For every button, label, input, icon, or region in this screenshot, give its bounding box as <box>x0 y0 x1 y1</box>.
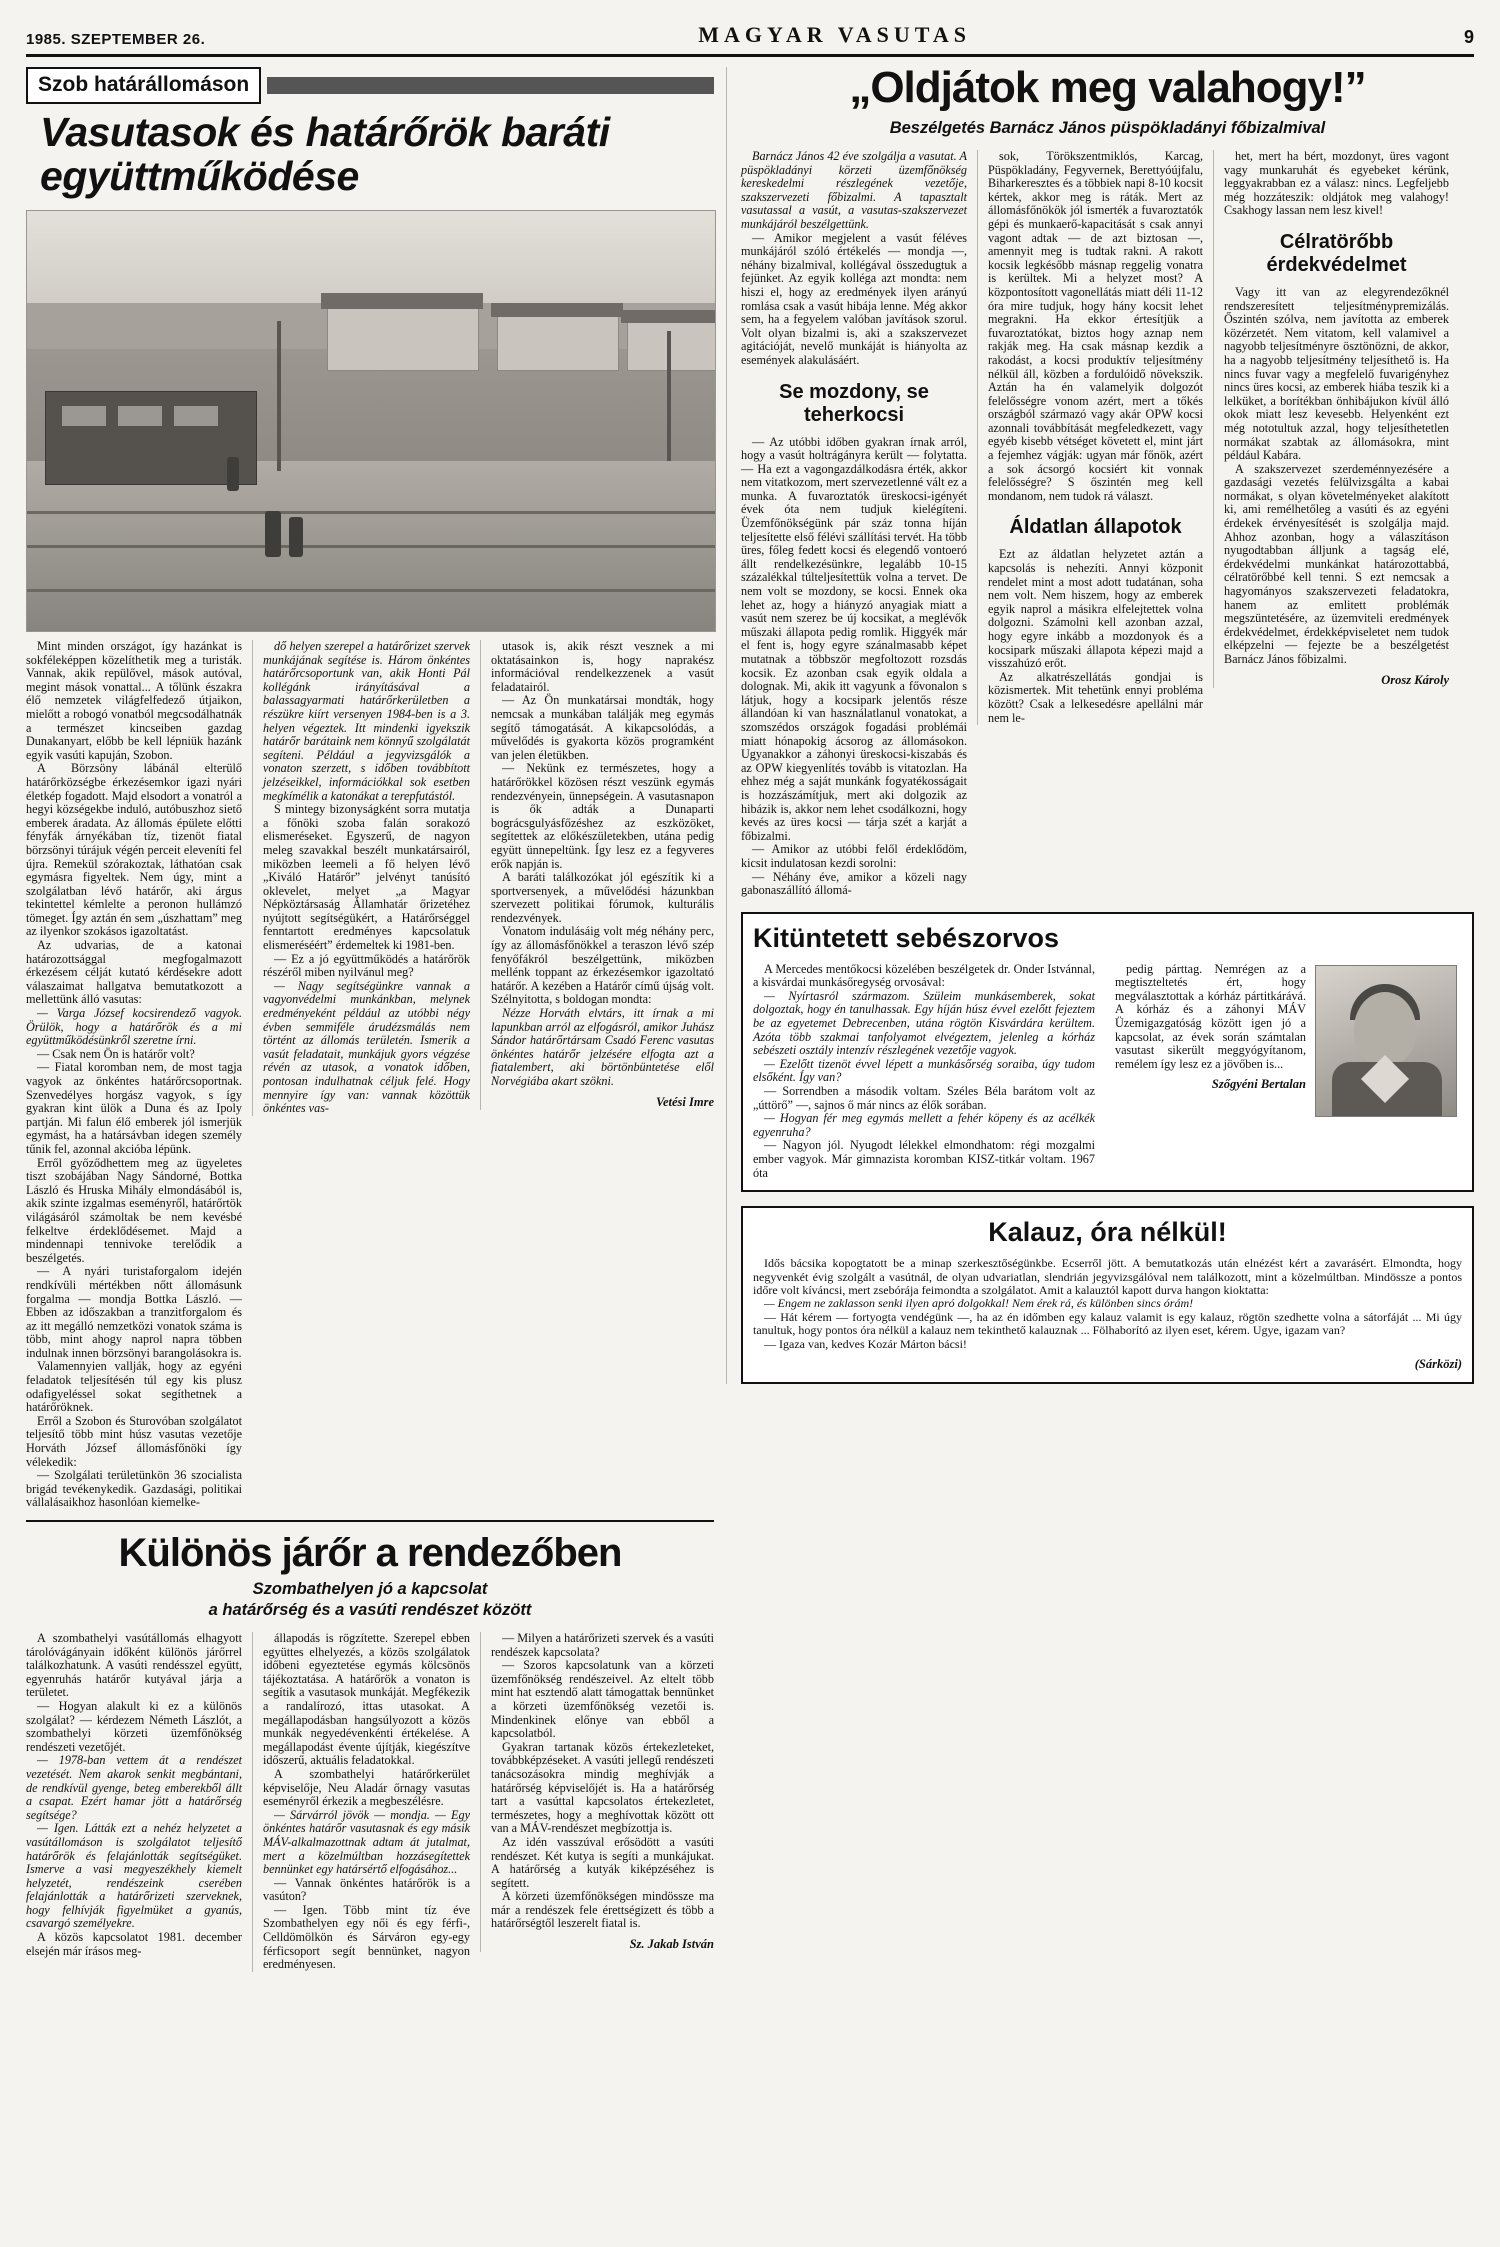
right-half <box>726 63 1474 1384</box>
article2-col1 <box>741 150 977 898</box>
article2-section-1: Se mozdony, se teherkocsi <box>779 380 929 426</box>
paragraph: — Hát kérem — fortyogta vendégünk —, ha az én időmben egy kalauz valamit is egy kalauz, rögtön szedhette volna a sátorfáját ... Mi úgy tanultuk, hogy pontos óra nélkül a kalauz nem tekinthető kalauznak ... Fölhaborító az ilyen eset, kérem. Ugye, igazam van? <box>753 1309 1462 1338</box>
paragraph: — Igen. Látták ezt a nehéz helyzetet a vasútállomáson is szolgálatot teljesítő határőrök és felajánlották segítségüket. Ismerve a vasi megyeszékhely kiemelt helyzetét, rendészeink cserében felajánlották a határőrizeti szerveknek, hogy felhívják figyelmüket a gyanús, csavargó személyekre. <box>26 1821 242 1931</box>
paragraph: Az udvarias, de a katonai határozottsággal megfogalmazott érkezésem célját kutató kérdésekre adott válaszaimat hallgatva bemutatkozott a mellettünk álló vasutas: <box>26 938 242 1007</box>
article5-headline: Kalauz, óra nélkül! <box>988 1217 1227 1248</box>
paragraph: — Fiatal koromban nem, de most tagja vagyok az önkéntes határőrcsoportnak. Szenvedélyes horgász vagyok, s így gyakran kint ülök a Duna és az Ipoly partján. Mi falun élő emberek jól ismerjük egymást, ha a határsávban idegen személy tűnik fel, azonnal akcióba lépünk. <box>26 1060 242 1156</box>
masthead-title: MAGYAR VASUTAS <box>698 22 971 47</box>
article3-byline: Szőgyéni Bertalan <box>1211 1077 1306 1092</box>
article1-kicker: Szob határállomáson <box>26 67 261 104</box>
photo-person <box>265 511 281 557</box>
paragraph: — Az utóbbi időben gyakran írnak arról, hogy a vasút holtrágányra került — folytatta. — Ha ezt a vagongazdálkodásra érték, akkor nem vitatkozom, mert szervezetlenné vált ez a munka. A fuvaroztatók üreskocsi-igényét évek óta nem tudjuk kielégíteni. Üzemfőnökségünk pár száz tonna híján teljesítette első félévi szállítási tervét. Ha több üres, főleg fedett kocsi és elegendő vontoeró állt rendelkezésünkre, legalább 10-15 százalékkal túlteljesítettük volna a tervet. De nem volt se mozdony, se kocsi. Ennek oka lehet az, hogy a hiányzó anyagiak miatt a vasút nem szerez be új kocsikat, a meglévők műszaki állapota pedig romlik. Higgyék már el fent is, hogy egyre szánalmasabb képet mutatnak a többször megfoltozott rozsdás kocsik. Ez azonban csak egyik oldala a dolognak. Mi, akik itt vagyunk a fővonalon s látjuk, hogy a kocsipark jelentős része állandóan ki van használatlanul vonatokat, a szomszédos országok fogadási problémái miatt hónapokig ácsorog az állomásokon. Ugyanakkor a záhonyi üreskocsi-kiszabás és az OPW kiegyenlítés tovább is vitatozlan. Ha ehhez még a saját munkánk fogyatékosságait is hozzászámítjuk, mert aki dolgozik az hibázik is, akkor nem lehet csodálkozni, hogy kevés az üres kocsi — tárja szét a karját a főbizalmi. <box>741 434 967 843</box>
paragraph: A Mercedes mentőkocsi közelében beszélgetek dr. Onder Istvánnal, a kisvárdai munkásőregység orvosával: <box>753 961 1095 990</box>
paragraph: — Igaza van, kedves Kozár Márton bácsi! <box>764 1336 967 1351</box>
paragraph: Ezt az áldatlan helyzetet aztán a kapcsolás is nehezíti. Annyi közponit rendelet mint a most adott tudatánan, soha nem volt. Nem hiszem, hogy az emberek egyik naprol a másikra elfelejtettek volna dolgozni. Számolni kell azonban azzal, hogy egyre inkább a mozdonyok és a kocsipark műszaki állapota képezi majd a visszahúzó erőt. <box>988 547 1203 671</box>
paragraph: állapodás is rögzítette. Szerepel ebben együttes elhelyezés, a közös szolgálatok időbeni egyeztetése egymás kölcsönös tájékoztatása. A határőrök a vonaton is segítik a vasutasok munkáját. Megfékezik a randalírozó, ittas utasokat. A megállapodásban hangsúlyozott a közös munkák negyedévenkénti értékelése. A megállapodást évente újítják, kiegészítve időszerű, aktuális feladatokkal. <box>263 1631 470 1768</box>
paragraph: — Csak nem Ön is határőr volt? <box>37 1046 195 1061</box>
article1-col3 <box>480 640 714 1110</box>
photo-person <box>289 517 303 557</box>
paragraph: — Milyen a határőrizeti szervek és a vasúti rendészek kapcsolata? <box>491 1631 714 1659</box>
article4-col2 <box>252 1632 480 1972</box>
paragraph: Vagy itt van az elegyrendezőknél rendszeresített teljesítménypremizálás. Őszintén szólva, nem javította az emberek közérzetét. Nem vitatom, kell valamivel a nagyobb teljesítményre ösztönözni, de akkor, ha a nagyobb teljesítmény teljesíthető is. Ha nincs fuvar vagy a megfelelő fuvarigényhez nincs üres kocsi, az emberek hiába teszik ki a lelküket, a borítékban önhibájukon kívül álló okok miatt lesz kevesebb. Helyenként ezt még nototultuk azzal, hogy teljesíthetetlen normákat szabtak az állomásokra, mint például Kabára. <box>1224 284 1449 463</box>
masthead <box>26 22 1474 57</box>
article4-col1 <box>26 1632 252 1958</box>
paragraph: — Az Ön munkatársai mondták, hogy nemcsak a munkában találják meg egymás segítő támogatását. A kikapcsolódás, a művelődés is gyakorta közös programként van jelen életükben. <box>491 693 714 762</box>
article3-col1 <box>753 963 1105 1181</box>
paragraph: A szombathelyi határőrkerület képviselője, Neu Aladár őrnagy vasutas eseményről érkezik a megbeszélésre. <box>263 1766 470 1809</box>
paragraph: Vonatom indulásáig volt még néhány perc, így az állomásfőnökkel a teraszon lévő szép fenyőfákról beszélgettünk, miközben mellénk toppant az érkezésemkor igazoltató határőr. A kezében a Határőr című újság volt. Szélnyitotta, s boldogan mondta: <box>491 924 714 1007</box>
photo-train-window <box>62 406 106 426</box>
paragraph: utasok is, akik részt vesznek a mi oktatásainkon is, hogy naprakész információval rendelkezzenek a vasút feladatairól. <box>491 639 714 694</box>
article3-col2 <box>1105 963 1457 1123</box>
paragraph: sok, Törökszentmiklós, Karcag, Püspökladány, Fegyvernek, Berettyóújfalu, Biharkeresztes és a többiek napi 8-10 kocsit kértek, akkor meg is ráták. Mert az állomásfőnökök jól ismerték a fuvaroztatók gépi és munkaerő-kapacitását s csak annyi vagont adtak — de azt biztosan —, amennyit meg is tudtak rakni. A rakott kocsik legkésőbb másnap reggelig vonatra is kerültek. Mi a helyzet most? A központosított vagonellátás miatt déli 11-12 óra mire tudjuk, hogy hány kocsit lehet megrakni. Ha ekkor értesítjük a fuvaroztatókat, biztos hogy aznap nem rakják meg. Ha csak másnap kezdik a rakodást, a kocsi produktív teljesítmény nélkül áll, közben a fordulóidő növekszik. Aztán ha én valamelyik dolgozót felelősségre vonom azért, mert a tőkés országból származó vagy akár OPW kocsi azonnali továbbítását megfeledkezett, vagy egyéb kisebb vétséget követett el, mint járt a fejemhez vágják: ugyan már főnök, azért a sok ácsorgó kocsiért kit vonnak felelősségre? S őszintén meg kell mondanom, nem tudok rá választ. <box>988 149 1203 503</box>
paragraph: Mint minden országot, így hazánkat is sokféleképpen közelíthetik meg a turisták. Vannak, akik repülővel, mások autóval, megint mások vonattal... A tőlünk északra élő nemzetek világfelfedező útjaikon, mielőtt a robogó vonatból megcsodálhatnák a természet kincseiben gazdag Dunakanyart, előbb be kell lépniük hazánk egyik vasúti kapuján, Szobon. <box>26 639 242 762</box>
paragraph: A szakszervezet szerdeménnyezésére a gazdasági vezetés felülvizsgálta a kabai normákat, s olyan követelményeket alakított ki, ami remélhetőleg a vasúti és az egyéni érdekek érvényesítését is szolgálja majd. Ahhoz azonban, hogy a válaszításon nyugodtabban álljunk a tagság elé, érdekvédelmi munkánkat határozottabbá, célratörőbbé kell tenni. S ezt nemcsak a hagyományos szakszervezeti feladatokra, hanem az emlitett problémák megszüntetésére, az üzemviteli eredmények érdekvédelmet, érdekképviseletet nem tudok elképzelni — fejezte be a beszélgetést Barnácz János főbizalmi. <box>1224 461 1449 666</box>
paragraph: — Sárvárról jövök — mondja. — Egy önkéntes határőr vasutasnak és egy másik MÁV-alkalmazottnak adtam át jutalmat, mert a közelmúltban hozzásegítettek bennünket egy határsértő elfogásához... <box>263 1807 470 1877</box>
photo-roof <box>621 310 716 323</box>
article2-headline: „Oldjátok meg valahogy!” <box>849 63 1366 112</box>
article1-headline: Vasutasok és határőrök baráti együttműködése <box>40 109 610 199</box>
paragraph: — Vannak önkéntes határőrök is a vasúton? <box>263 1875 470 1904</box>
page-columns <box>26 63 1474 1972</box>
station-photo <box>26 210 716 632</box>
paragraph: A közös kapcsolatot 1981. december elsején már írásos meg- <box>26 1930 242 1958</box>
paragraph: — Igen. Több mint tíz éve Szombathelyen egy női és egy férfi-, Celldömölkön és Sárváron egy-egy férficsoport segít bennünket, nagyon eredményesen. <box>263 1902 470 1972</box>
paragraph: Erről győződhettem meg az ügyeletes tiszt szobájában Nagy Sándorné, Bottka László és Hruska Mihály elmondásából is, akik szinte izgalmas eseményről, határőrtök világásáról számoltak be nem kevésbé felkeltve érdeklődésemet. Majd a mindennapi tennivoke terelődik a beszélgetés. <box>26 1155 242 1265</box>
left-half <box>26 67 726 1972</box>
article2-subhead: Beszélgetés Barnácz János püspökladányi főbizalmival <box>889 119 1326 137</box>
paragraph: Az idén vasszúval erősödött a vasúti rendészet. Két kutya is segíti a munkájukat. A határőrség a kutyák kiképzéséhez is segített. <box>491 1834 714 1890</box>
article3 <box>741 912 1474 1193</box>
article4-subhead1: Szombathelyen jó a kapcsolat <box>252 1580 488 1598</box>
paragraph: — A nyári turistaforgalom idején rendkívüli mértékben nőtt állomásunk forgalma — mondja Bottka László. — Ebben az időszakban a tranzitforgalom és az itt megálló nemzetközi vonatok száma is több, mint ahogy naprol napra többen indulnak innen börzsönyi barangolásokra is. <box>26 1264 242 1360</box>
paragraph: Nézze Horváth elvtárs, itt írnak a mi lapunkban arról az elfogásról, amikor Juhász Sándor határőrtársam Csadó Ferenc vasutas önkéntes határőr jelzésére elfogta azt a fiatalembert, aki börtönbüntetése elől Norvégiába akart szökni. <box>491 1006 714 1088</box>
photo-building <box>327 307 479 371</box>
photo-rail <box>27 545 715 548</box>
article5 <box>741 1206 1474 1384</box>
article4-headline: Különös járőr a rendezőben <box>118 1531 622 1575</box>
paragraph: — Ez a jó együttműködés a határőrök részéről miben nyilvánul meg? <box>263 951 470 980</box>
kicker-rule <box>267 77 714 94</box>
paragraph: dő helyen szerepel a határőrizet szervek munkájának segítése is. Három önkéntes határőrcsoportunk van, akik Honti Pál kollégánk irányításával a balassagyarmati határőrkerületben a részükre kiírt versenyen 1984-ben is a 3. helyen végeztek. Itt mindenki igyekszik határőr barátaink nem könnyű szolgálatát segíteni. Például a jegyvizsgálók a vonaton szerzett, s időben továbbított jelzéseikkel, információkkal sok esetben megkímélik a katonákat a terepfutástól. <box>263 639 470 803</box>
paragraph: A szombathelyi vasútállomás elhagyott tárolóvágányain időként különös járőrrel találkozhatunk. A vasúti rendésszel együtt, egyenruhás határőr kutyával járja a területet. <box>26 1631 242 1700</box>
article1-columns <box>26 640 714 1510</box>
article2-byline: Orosz Károly <box>1381 672 1449 687</box>
paragraph: — Szoros kapcsolatunk van a körzeti üzemfőnökség rendészeivel. Az eltelt több mint hat esztendő alatt támogattak bennünket a körzeti üzemfőnökség vezetői is. Mindenkinek előnye van ebből a kapcsolatból. <box>491 1658 714 1741</box>
paragraph: — Szolgálati területünkön 36 szocialista brigád tevékenykedik. Gazdasági, politikai vállalásaikhoz hasonlóan kiemelke- <box>26 1468 242 1510</box>
article4 <box>26 1532 714 1972</box>
paragraph: — Nyírtasról származom. Szüleim munkásemberek, sokat dolgoztak, hogy én tanulhassak. Egy híján húsz évvel ezelőtt fejeztem be az egyetemet Debrecenben, utána rögtön Kisvárdára kerültem. Azóta több szakmai tanfolyamot elvégeztem, jelenleg a kórház sebészeti osztály intenzív részlegének vezetője vagyok. <box>753 988 1095 1058</box>
paragraph: — Hogyan fér meg egymás mellett a fehér köpeny és az acélkék egyenruha? <box>753 1111 1095 1139</box>
photo-person <box>227 457 239 491</box>
article1-byline: Vetési Imre <box>656 1094 714 1109</box>
section-rule <box>26 1520 714 1522</box>
photo-rail <box>27 589 715 592</box>
photo-roof <box>321 293 483 309</box>
paragraph: — Nekünk ez természetes, hogy a határőrökkel közösen részt veszünk egymás rendezvényein, ünnepségein. A vasutasnapon is ők adták a Dunaparti bográcsgulyásfőzéshez az eszközöket, segítettek az előkészületekben, utána pedig együtt ünnepeltünk. Így lesz ez a fegyveres erők napján is. <box>491 761 714 871</box>
photo-train-window <box>174 406 218 426</box>
article2-section-2: Áldatlan állapotok <box>1009 516 1182 539</box>
photo-train <box>45 391 257 485</box>
article2-section-3: Célratörőbb érdekvédelmet <box>1266 230 1407 276</box>
article2-col2 <box>977 150 1213 725</box>
article4-col3 <box>480 1632 714 1952</box>
photo-roof <box>491 303 623 317</box>
paragraph: A Börzsöny lábánál elterülő határőrközségbe érkezésemkor igazi nyári életkép fogadott. Majd elsodort a vonatról a hegyi községekbe induló, autóbuszhoz siető emberek áradata. Az állomás épülete előtti fényfák árnyékában tíz, tizenöt fiatal börzsönyi túrájuk végén perceit eleveníti fel újra. Remekül szórakoztak, láthatóan csak egymásra figyeltek. Nem úgy, mint a szolgálatban lévő határőr, aki árgus tekintettel kémlelte a peronon hullámzó tömeget. Így aztán én sem „úszhattam” meg az ilyenkor szokásos igazoltatást. <box>26 761 242 939</box>
doctor-portrait <box>1315 965 1457 1117</box>
article1-col1 <box>26 640 252 1510</box>
paragraph: — Ezelőtt tizenöt évvel lépett a munkásőrség soraiba, úgy tudom elsőként. Így van? <box>753 1056 1095 1085</box>
paragraph: Valamennyien vallják, hogy az egyéni feladatok teljesítésén túl egy kis plusz odafigyeléssel sokat segíthetnek a határőröknek. <box>26 1359 242 1415</box>
paragraph: A baráti találkozókat jól egészítik ki a sportversenyek, a művelődési házunkban szervezett politikai fórumok, kulturális rendezvények. <box>491 870 714 925</box>
paragraph: — Hogyan alakult ki ez a különös szolgálat? — kérdezem Németh Lászlót, a szombathelyi körzeti üzemfőnökség rendészeti vezetőjét. <box>26 1698 242 1754</box>
article3-headline: Kitüntetett sebészorvos <box>753 922 1060 953</box>
paragraph: — Sorrendben a második voltam. Széles Béla barátom volt az „úttörő” —, sajnos ő már nincs az élők sorában. <box>753 1084 1095 1112</box>
paragraph: Gyakran tartanak közös értekezleteket, továbbképzéseket. A vasúti jellegű rendészeti tanácsozásokra mindig meghívják a határőrség képviselőjét is. Ha a határőrség tart a vasúttal kapcsolatos értekezletet, természetes, hogy a meghívottak között ott van a MÁV-rendészet megbízottja is. <box>491 1739 714 1836</box>
paragraph: — Varga József kocsirendező vagyok. Örülök, hogy a határőrök és a mi együttműködésünkről szeretne írni. <box>26 1006 242 1048</box>
paragraph: — Engem ne zaklasson senki ilyen apró dolgokkal! Nem érek rá, és különben sincs órám! <box>764 1296 1194 1311</box>
article2-columns <box>741 150 1474 898</box>
paragraph: — Amikor az utóbbi felől érdeklődöm, kicsit indulatosan kezdi sorolni: <box>741 842 967 870</box>
article5-byline: (Sárközi) <box>1414 1357 1462 1372</box>
page-number: 9 <box>1463 27 1474 47</box>
photo-rail <box>27 511 715 514</box>
photo-building <box>497 315 619 371</box>
paragraph: pedig párttag. Nemrégen az a megtiszteltetés ért, hogy megválasztottak a kórház pártitkárává. A kórház és a záhonyi MÁV Üzemigazgatóság között igen jó a kapcsolat, az évek során számtalan vasutast sikerült meggyógyítanom, remélem így lesz ez a jövőben is... <box>1115 961 1306 1071</box>
article4-columns <box>26 1632 714 1972</box>
paragraph: het, mert ha bért, mozdonyt, üres vagont vagy munkaruhát és egyebeket kérünk, leggyakrabban ez a válasz: nincs. Legfeljebb még hozzáteszik: oldjátok meg valahogy! Csakhogy lassan nem lesz kivel! <box>1224 149 1449 218</box>
photo-train-window <box>118 406 162 426</box>
masthead-date: 1985. SZEPTEMBER 26. <box>26 31 206 48</box>
paragraph: — Amikor megjelent a vasút féléves munkájáról szóló értékelés — mondja —, néhány bizalmival, kollégával összedugtuk a fejünket. Az egyik kolléga azt mondta: nem hiszi el, hogy az eredmények ilyen arányú romlása csak a vasút hibája lenne. Még akkor sem, ha a fegyelem valóban javítások szorul. Volt olyan bizalmi is, aki a szakszervezet agitációját, nevelő munkáját is hiányolta az események alakulásáért. <box>741 230 967 367</box>
paragraph: — Néhány éve, amikor a közeli nagy gabonaszállító állomá- <box>741 869 967 898</box>
kicker-row <box>26 67 714 104</box>
paragraph: A körzeti üzemfőnökségen mindössze ma már a rendészek fele érettségizett és több a határőrségtől leszerelt fiatal is. <box>491 1889 714 1931</box>
paragraph: Barnácz János 42 éve szolgálja a vasutat. A püspökladányi körzeti üzemfőnökség kereskedelmi részlegének vezetője, szakszervezeti főbizalmi. A tapasztalt vasutassal a vasút, a vasutas-szakszervezet munkájáról beszélgettünk. <box>741 149 967 231</box>
article1-col2 <box>252 640 480 1116</box>
article3-columns <box>753 963 1462 1181</box>
photo-pole <box>667 331 671 461</box>
paragraph: — 1978-ban vettem át a rendészet vezetését. Nem akarok senkit megbántani, de rendkívül gyenge, beteg emberekből állt a csapat. Ezért hamar jött a határőrség segítsége? <box>26 1753 242 1822</box>
article4-subhead2: a határőrség és a vasúti rendészet között <box>208 1601 532 1619</box>
paragraph: — Nagyon jól. Nyugodt lélekkel elmondhatom: régi mozgalmi ember vagyok. Már gimnazista koromban KISZ-titkár voltam. 1967 óta <box>753 1138 1095 1180</box>
article4-byline: Sz. Jakab István <box>629 1937 714 1952</box>
photo-pole <box>277 321 281 471</box>
paragraph: Idős bácsika kopogtatott be a minap szerkesztőségünkbe. Ecserről jött. A bemutatkozás után elnézést kért a zavarásért. Elmondta, hogy negyvenkét évig szolgált a vasútnál, de olyan udvariatlan, slendrián jegyvizsgálóval nem találkozott, mint a közelmúltban. Mindössze a pontos időre volt kíváncsi, mert zsebórája feimondta a szolgálatot. Amit a kalauztól kapott durva hangon kioktatta: <box>753 1256 1462 1297</box>
paragraph: S mintegy bizonyságként sorra mutatja a főnöki szoba falán sorakozó elismeréseket. Egyszerű, de nagyon meleg szavakkal beszélt munkatársairól, miközben leemeli a fő helyen lévő „Kiváló Határőr” jelvényt tanúsító oklevelet, melyet „a Magyar Népköztársaság Államhatár őrizetéhez nyújtott segítségükért, a Határőrséggel fenntartott eredményes kapcsolatuk elismeréséért” érdemeltek ki 1981-ben. <box>263 802 470 953</box>
article2-col3 <box>1213 150 1449 688</box>
photo-building <box>627 321 716 371</box>
paragraph: Az alkatrészellátás gondjai is közismertek. Mit tehetünk ennyi probléma között? Csak a lelkesedésre apellálni már nem le- <box>988 669 1203 725</box>
paragraph: — Nagy segítségünkre vannak a vagyonvédelmi munkánkban, melynek eredményeként például az utóbbi négy évben semmiféle árudézsmálás nem történt az állomás területén. Ismerik a vasút feladatait, munkájuk gyors végzése révén az utasok, a vonatok időben, pontosan indulhatnak céljuk felé. Hogy mennyire így van: vannak közöttük önkéntes vas- <box>263 978 470 1116</box>
paragraph: Erről a Szobon és Sturovóban szolgálatot teljesítő több mint húsz vasutas vezetője Horváth József állomásfőnöki így vélekedik: <box>26 1413 242 1469</box>
